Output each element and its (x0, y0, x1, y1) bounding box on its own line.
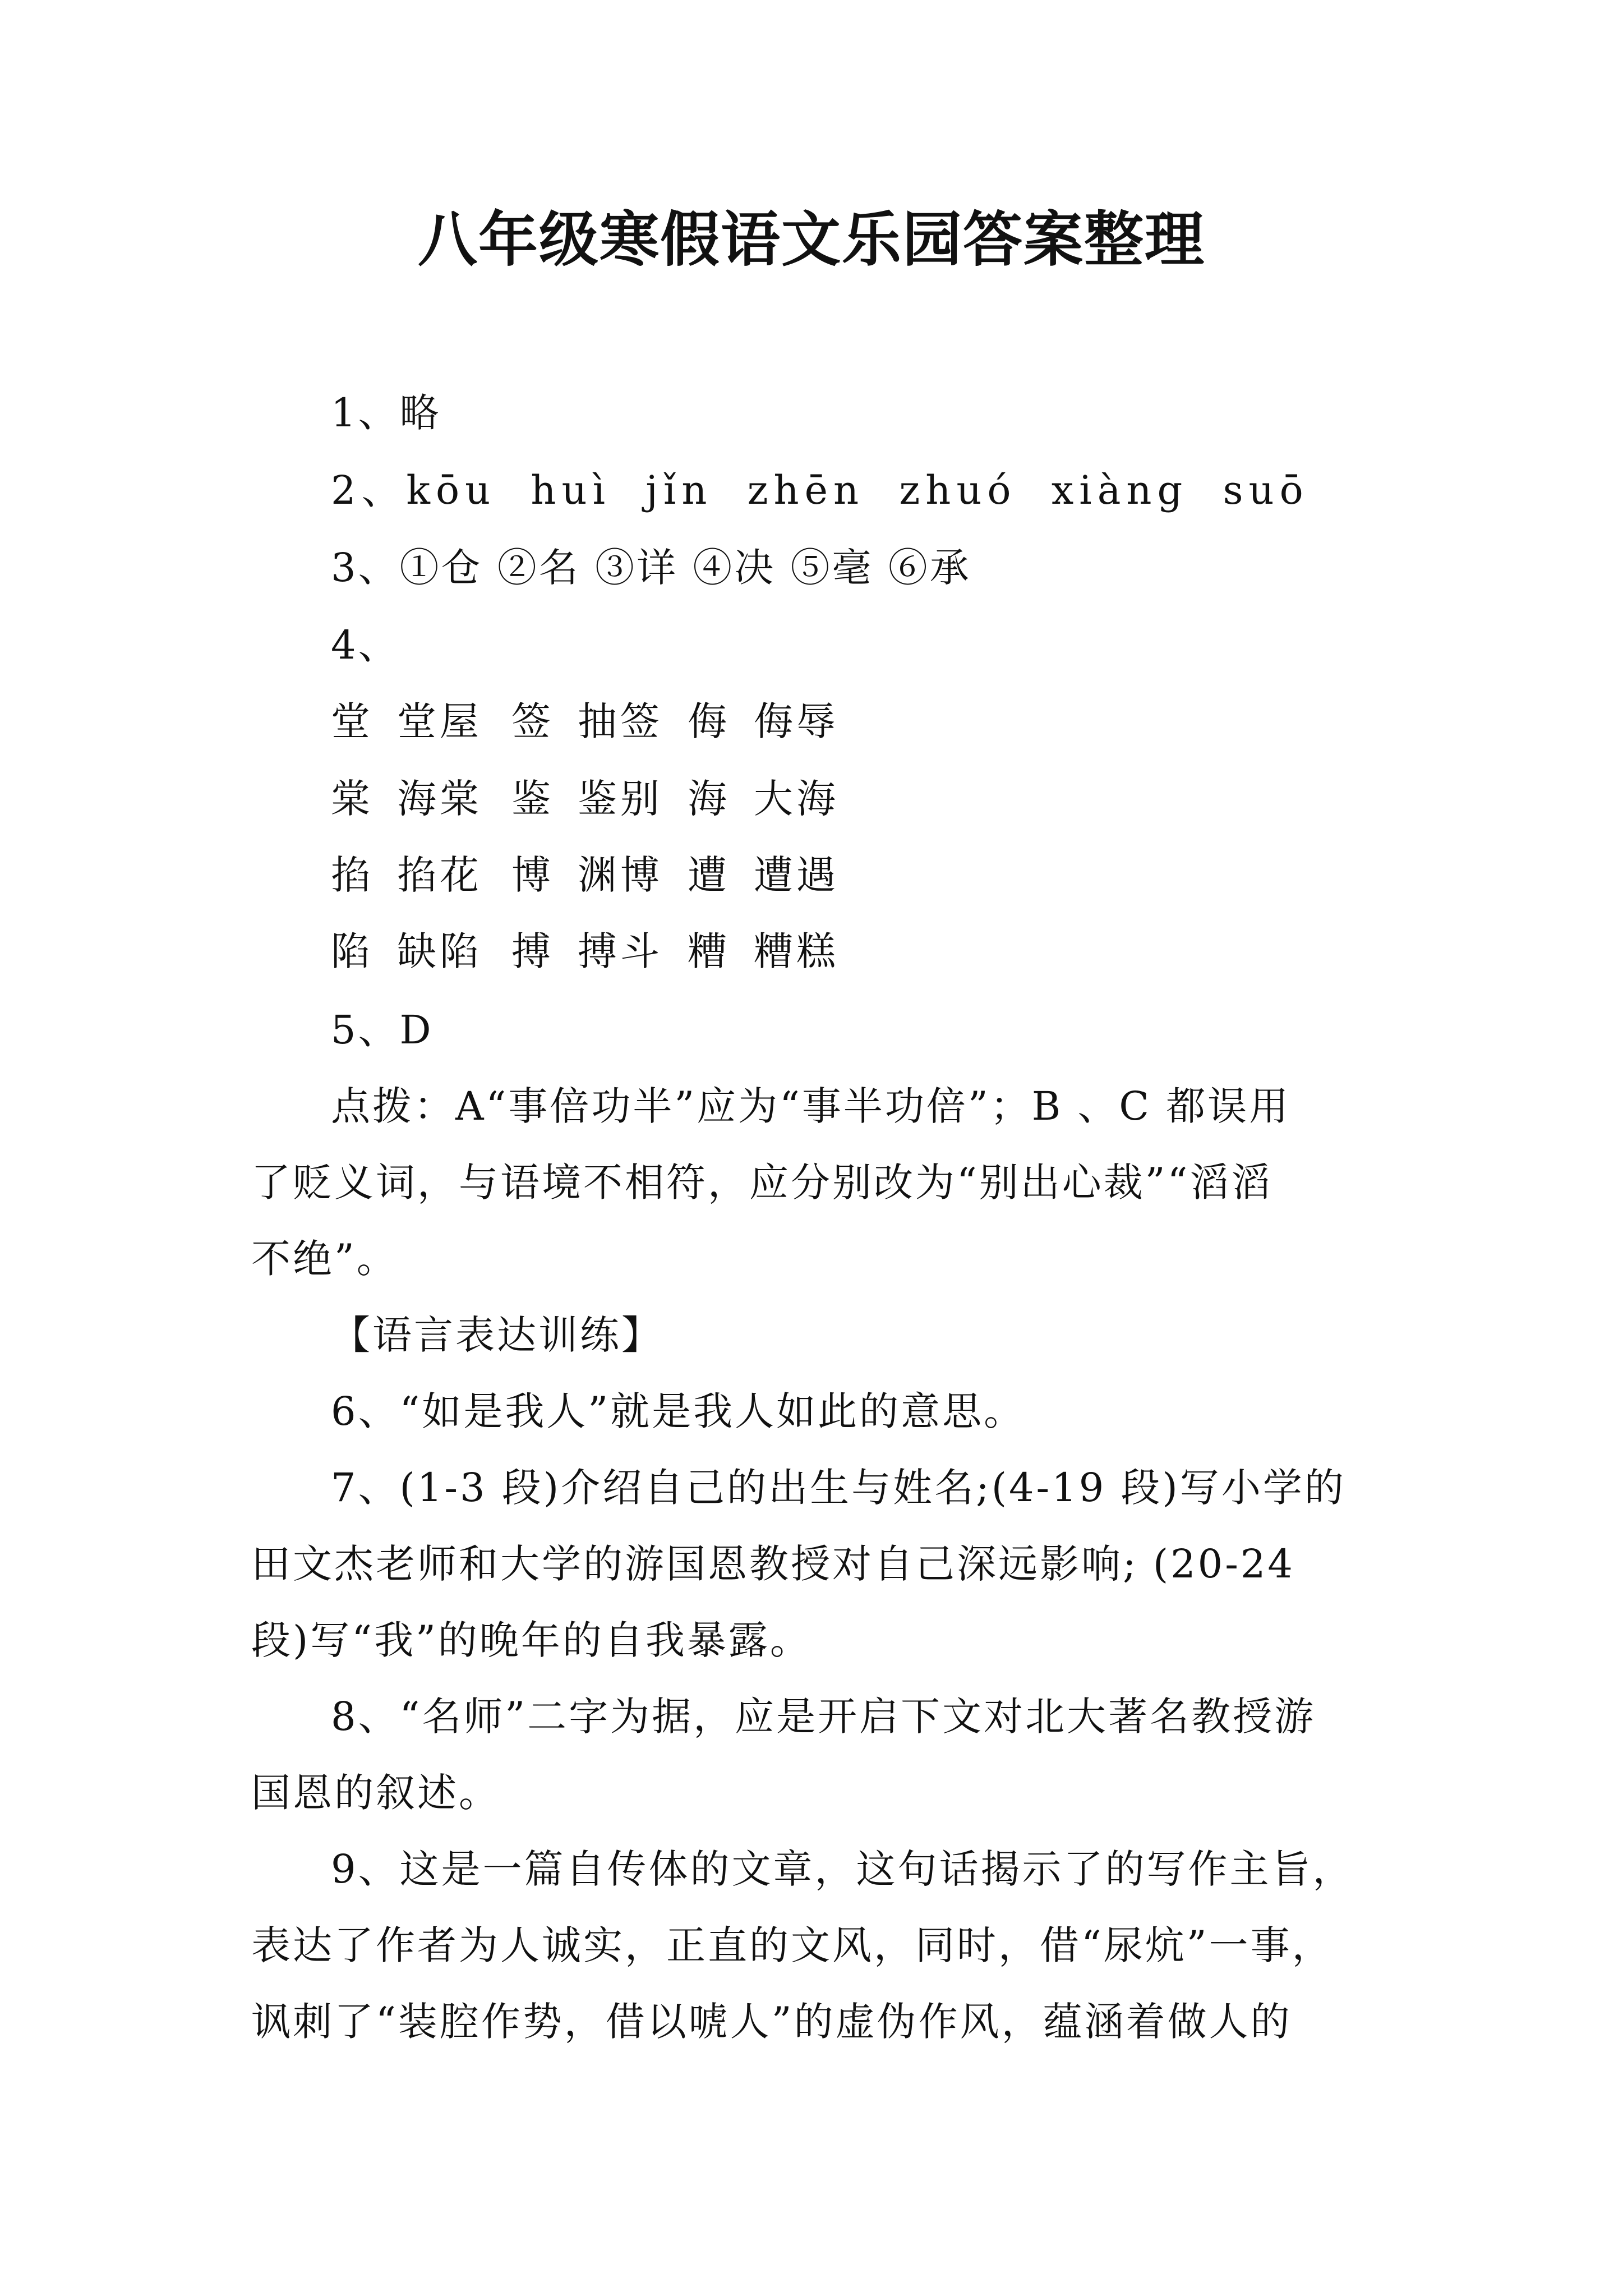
grid-cell: 签 (511, 698, 554, 744)
grid-cell: 博 (511, 852, 554, 898)
grid-cell: 侮辱 (754, 698, 839, 744)
grid-cell: 棠 (331, 776, 374, 822)
grid-cell: 糟 (688, 928, 730, 974)
grid-cell: 掐 (331, 852, 374, 898)
answer-2-pinyin: 2、kōu huì jǐn zhēn zhuó xiàng suō (331, 467, 1309, 513)
grid-cell: 抽签 (578, 698, 663, 744)
grid-cell: 陷 (331, 928, 374, 974)
grid-cell: 缺陷 (397, 928, 482, 974)
grid-cell: 堂屋 (397, 698, 482, 744)
grid-cell: 大海 (754, 776, 839, 822)
grid-cell: 渊博 (578, 852, 663, 898)
answer-5: 5、D (331, 1007, 434, 1053)
grid-cell: 鉴 (511, 776, 554, 822)
grid-cell: 海 (688, 776, 730, 822)
grid-cell: 侮 (688, 698, 730, 744)
grid-cell: 海棠 (397, 776, 482, 822)
grid-cell: 搏 (511, 928, 554, 974)
answer-7: 段)写“我”的晚年的自我暴露。 (251, 1617, 811, 1663)
answer-3: 3、①仓 ②名 ③详 ④决 ⑤毫 ⑥承 (331, 545, 971, 591)
grid-cell: 搏斗 (578, 928, 663, 974)
answer-5-note: 了贬义词，与语境不相符，应分别改为“别出心裁”“滔滔 (251, 1159, 1273, 1205)
grid-cell: 糟糕 (754, 928, 839, 974)
answer-4-label: 4、 (331, 622, 400, 668)
section-heading: 【语言表达训练】 (331, 1312, 663, 1358)
answer-8: 国恩的叙述。 (251, 1770, 500, 1816)
answer-7: 7、(1-3 段)介绍自己的出生与姓名;(4-19 段)写小学的 (331, 1465, 1346, 1511)
grid-cell: 掐花 (397, 852, 482, 898)
answer-1: 1、略 (331, 390, 441, 436)
answer-9: 9、这是一篇自传体的文章，这句话揭示了的写作主旨， (331, 1846, 1354, 1892)
grid-cell: 鉴别 (578, 776, 663, 822)
answer-5-note: 不绝”。 (251, 1236, 398, 1282)
answer-7: 田文杰老师和大学的游国恩教授对自己深远影响; (20-24 (251, 1541, 1295, 1587)
answer-8: 8、“名师”二字为据，应是开启下文对北大著名教授游 (331, 1694, 1316, 1740)
page-title: 八年级寒假语文乐园答案整理 (418, 204, 1205, 274)
answer-5-note: 点拨：A“事倍功半”应为“事半功倍”；B 、C 都误用 (331, 1083, 1291, 1129)
answer-6: 6、“如是我人”就是我人如此的意思。 (331, 1388, 1026, 1434)
answer-9: 表达了作者为人诚实，正直的文风，同时，借“尿炕”一事， (251, 1922, 1334, 1968)
answer-9: 讽刺了“装腔作势，借以唬人”的虚伪作风，蕴涵着做人的 (251, 1999, 1292, 2045)
grid-cell: 堂 (331, 698, 374, 744)
grid-cell: 遭遇 (754, 852, 839, 898)
grid-cell: 遭 (688, 852, 730, 898)
